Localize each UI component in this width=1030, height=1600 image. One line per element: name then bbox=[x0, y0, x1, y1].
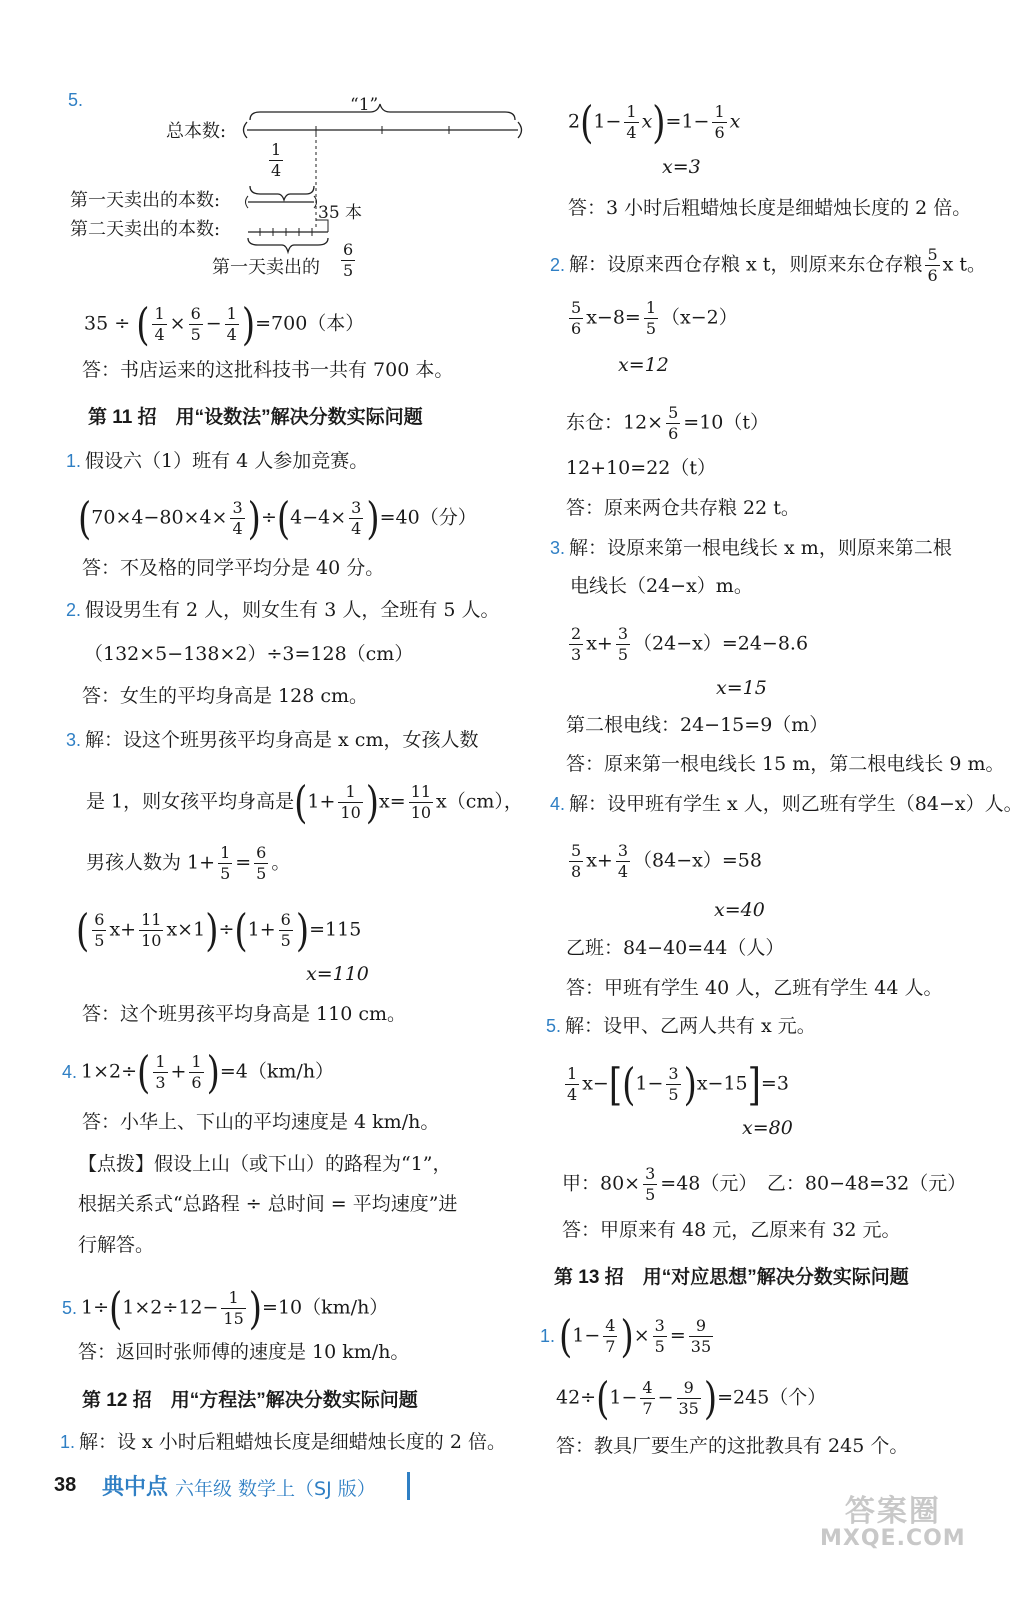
right-solution-4: x=40 bbox=[714, 899, 765, 921]
right-problem-3: 3. 解：设原来第一根电线长 x m，则原来第二根 bbox=[550, 537, 952, 559]
right-answer-1: 答：3 小时后粗蜡烛长度是细蜡烛长度的 2 倍。 bbox=[568, 197, 972, 219]
answer-3: 答：女生的平均身高是 128 cm。 bbox=[82, 685, 369, 707]
tip-line-1: 【点拨】假设上山（或下山）的路程为“1”， bbox=[78, 1153, 452, 1175]
diagram-unit-label: “1” bbox=[350, 95, 379, 115]
right-equation-6: 42÷(1− $\frac{4}{7}$ − $\frac{9}{35}$ )=245（个） bbox=[556, 1372, 827, 1425]
equation-3: （132×5−138×2）÷3=128（cm） bbox=[84, 643, 414, 665]
day1-of-label: 第一天卖出的 bbox=[212, 257, 320, 278]
right-equation-2: $\frac{5}{6}$ x−8= $\frac{1}{5}$ （x−2） bbox=[571, 298, 738, 338]
right-answer-4: 答：甲班有学生 40 人，乙班有学生 44 人。 bbox=[566, 977, 943, 999]
right-answer-6: 答：教具厂要生产的这批教具有 245 个。 bbox=[556, 1435, 909, 1457]
right-equation-5: $\frac{1}{4}$ x−[(1− $\frac{3}{5}$ )x−15]=3 bbox=[567, 1058, 789, 1111]
problem-2: 2. 假设男生有 2 人，则女生有 3 人，全班有 5 人。 bbox=[66, 599, 500, 621]
equation-1: 35 ÷ ( $\frac{1}{4}$ × $\frac{6}{5}$ − $\frac{1}{4}$ )=700（本） bbox=[84, 298, 365, 351]
right-equation-4: $\frac{5}{8}$ x+ $\frac{3}{4}$ （84−x）=58 bbox=[571, 841, 762, 881]
right-problem-2: 2. 解：设原来西仓存粮 x t，则原来东仓存粮 $\frac{5}{6}$ x t。 bbox=[550, 245, 987, 285]
problem-6: 1. 解：设 x 小时后粗蜡烛长度是细蜡烛长度的 2 倍。 bbox=[60, 1431, 506, 1453]
right-solution-2: x=12 bbox=[618, 354, 669, 376]
footer-divider bbox=[407, 1472, 410, 1500]
day2-label: 第二天卖出的本数: bbox=[70, 219, 221, 240]
right-equation-3: $\frac{2}{3}$ x+ $\frac{3}{5}$ （24−x）=24−8.6 bbox=[571, 624, 809, 664]
equation-4: ( $\frac{6}{5}$ x+ $\frac{11}{10}$ x×1)÷(1+ $\frac{6}{5}$ )=115 bbox=[76, 904, 362, 957]
right-solution-3: x=15 bbox=[716, 677, 767, 699]
day1-label: 第一天卖出的本数: bbox=[70, 190, 221, 211]
answer-5: 答：小华上、下山的平均速度是 4 km/h。 bbox=[82, 1111, 440, 1133]
total-label: 总本数: bbox=[166, 121, 227, 142]
watermark: 答案圈 MXQE.COM bbox=[820, 1494, 966, 1551]
tip-line-2: 根据关系式“总路程 ÷ 总时间 = 平均速度”进 bbox=[78, 1193, 458, 1215]
page-number: 38 bbox=[54, 1474, 77, 1496]
section-heading-11: 第 11 招 用“设数法”解决分数实际问题 bbox=[88, 407, 423, 428]
tip-line-3: 行解答。 bbox=[78, 1234, 155, 1256]
equation-2: (70×4−80×4× $\frac{3}{4}$ )÷(4−4× $\frac{3}{4}$ )=40（分） bbox=[78, 492, 477, 545]
diagram-fraction: $\frac{1}{4}$ bbox=[271, 140, 282, 180]
right-answer-5: 答：甲原来有 48 元，乙原来有 32 元。 bbox=[562, 1219, 901, 1241]
right-equation-1: 2(1− $\frac{1}{4}$ x)=1− $\frac{1}{6}$ x bbox=[568, 96, 741, 149]
right-problem-4: 4. 解：设甲班有学生 x 人，则乙班有学生（84−x）人。 bbox=[550, 793, 1023, 815]
section-heading-12: 第 12 招 用“方程法”解决分数实际问题 bbox=[82, 1390, 418, 1411]
problem-3-line-3: 男孩人数为 1+ $\frac{1}{5}$ = $\frac{6}{5}$ 。 bbox=[86, 843, 291, 883]
brand-logo: 典中点 bbox=[102, 1475, 169, 1500]
problem-4: 4. 1×2÷( $\frac{1}{3}$ + $\frac{1}{6}$ )=4（km/h） bbox=[62, 1046, 335, 1099]
problem-5: 5. 1÷(1×2÷12− $\frac{1}{15}$ )=10（km/h） bbox=[62, 1282, 389, 1335]
answer-1: 答：书店运来的这批科技书一共有 700 本。 bbox=[82, 359, 454, 381]
problem-1: 1. 假设六（1）班有 4 人参加竞赛。 bbox=[66, 450, 369, 472]
problem-3: 3. 解：设这个班男孩平均身高是 x cm，女孩人数 bbox=[66, 729, 479, 751]
right-solution-5: x=80 bbox=[742, 1117, 793, 1139]
right-answer-3: 答：原来第一根电线长 15 m，第二根电线长 9 m。 bbox=[566, 753, 1005, 775]
answer-4: 答：这个班男孩平均身高是 110 cm。 bbox=[82, 1003, 407, 1025]
answer-2: 答：不及格的同学平均分是 40 分。 bbox=[82, 557, 385, 579]
problem-3-line-2: 是 1，则女孩平均身高是(1+ $\frac{1}{10}$ )x= $\frac{11}{10}$ x（cm）， bbox=[86, 776, 523, 829]
right-equation-5b: 甲：80× $\frac{3}{5}$ =48（元） 乙：80−48=32（元） bbox=[562, 1164, 967, 1204]
right-solution-1: x=3 bbox=[662, 156, 701, 178]
problem-number: 5. bbox=[68, 90, 84, 110]
solution-4: x=110 bbox=[306, 963, 369, 985]
right-equation-3b: 第二根电线：24−15=9（m） bbox=[566, 714, 829, 736]
book-title: 六年级 数学上（SJ 版） bbox=[175, 1478, 376, 1500]
section-heading-13: 第 13 招 用“对应思想”解决分数实际问题 bbox=[554, 1267, 909, 1288]
books-35-label: 35 本 bbox=[318, 203, 363, 223]
right-problem-6: 1. (1− $\frac{4}{7}$ )× $\frac{3}{5}$ = $\frac{9}{35}$ bbox=[540, 1310, 712, 1363]
right-answer-2: 答：原来两仓共存粮 22 t。 bbox=[566, 497, 800, 519]
right-equation-2b: 东仓：12× $\frac{5}{6}$ =10（t） bbox=[566, 403, 770, 443]
answer-6: 答：返回时张师傅的速度是 10 km/h。 bbox=[78, 1341, 410, 1363]
diagram-fraction-2: $\frac{6}{5}$ bbox=[343, 240, 354, 280]
right-problem-3-line-2: 电线长（24−x）m。 bbox=[570, 575, 753, 597]
right-equation-2c: 12+10=22（t） bbox=[566, 457, 717, 479]
right-problem-5: 5. 解：设甲、乙两人共有 x 元。 bbox=[546, 1015, 816, 1037]
right-equation-4b: 乙班：84−40=44（人） bbox=[566, 937, 785, 959]
